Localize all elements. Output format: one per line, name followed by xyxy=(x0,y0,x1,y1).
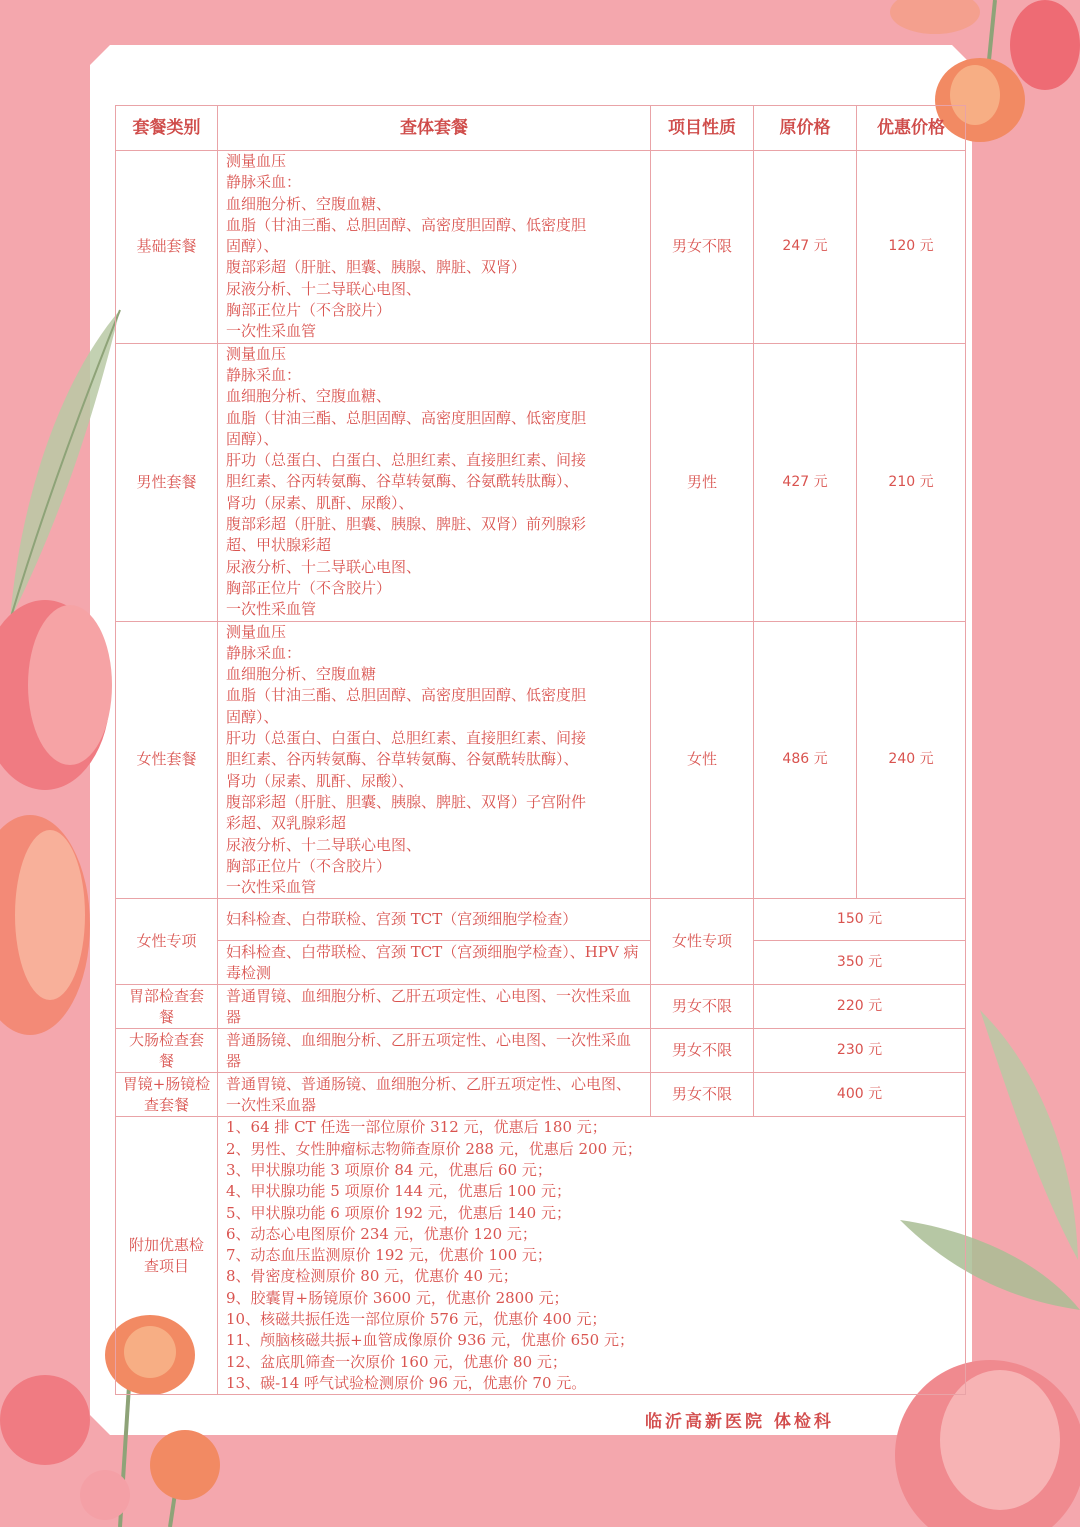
item-line: 血脂（甘油三酯、总胆固醇、高密度胆固醇、低密度胆 xyxy=(226,215,587,234)
table-row-female-special-2 xyxy=(116,941,966,985)
nature-cell: 女性专项 xyxy=(651,899,754,985)
item-line: 一次性采血管 xyxy=(226,322,317,341)
item-line: 腹部彩超（肝脏、胆囊、胰腺、脾脏、双肾）子宫附件 xyxy=(226,792,587,811)
items-cell: 普通胃镜、血细胞分析、乙肝五项定性、心电图、一次性采血器 xyxy=(218,985,651,1029)
items-cell xyxy=(218,151,651,344)
discount-price-cell: 210 元 xyxy=(857,343,966,621)
items-cell: 普通肠镜、血细胞分析、乙肝五项定性、心电图、一次性采血器 xyxy=(218,1029,651,1073)
price-cell: 230 元 xyxy=(754,1029,966,1073)
header-nature: 项目性质 xyxy=(651,106,754,151)
item-line: 一次性采血管 xyxy=(226,878,317,897)
header-original-price: 原价格 xyxy=(754,106,857,151)
category-cell: 基础套餐 xyxy=(116,151,218,344)
item-line: 胸部正位片（不含胶片） xyxy=(226,578,392,597)
extra-item: 3、甲状腺功能 3 项原价 84 元，优惠后 60 元； xyxy=(226,1160,552,1179)
extra-item: 11、颅脑核磁共振+血管成像原价 936 元，优惠价 650 元； xyxy=(226,1331,634,1350)
table-row-gastro-colonoscopy xyxy=(116,1073,966,1117)
item-line: 血脂（甘油三酯、总胆固醇、高密度胆固醇、低密度胆 xyxy=(226,686,587,705)
item-line: 静脉采血： xyxy=(226,643,302,662)
hospital-signature: 临沂高新医院 体检科 xyxy=(645,1412,834,1432)
extra-item: 5、甲状腺功能 6 项原价 192 元，优惠后 140 元； xyxy=(226,1203,571,1222)
nature-cell: 男女不限 xyxy=(651,985,754,1029)
item-line: 血细胞分析、空腹血糖 xyxy=(226,665,377,684)
category-cell: 胃镜+肠镜检查套餐 xyxy=(116,1073,218,1117)
header-package: 查体套餐 xyxy=(218,106,651,151)
item-line: 肾功（尿素、肌酐、尿酸）、 xyxy=(226,493,414,512)
item-line: 血细胞分析、空腹血糖、 xyxy=(226,194,392,213)
items-cell xyxy=(218,621,651,899)
item-line: 尿液分析、十二导联心电图、 xyxy=(226,279,422,298)
item-line: 血细胞分析、空腹血糖、 xyxy=(226,387,392,406)
extra-item: 13、碳-14 呼气试验检测原价 96 元，优惠价 70 元。 xyxy=(226,1373,587,1392)
category-cell: 男性套餐 xyxy=(116,343,218,621)
category-cell: 大肠检查套餐 xyxy=(116,1029,218,1073)
item-line: 腹部彩超（肝脏、胆囊、胰腺、脾脏、双肾） xyxy=(226,258,527,277)
price-cell: 350 元 xyxy=(754,941,966,985)
header-discount-price: 优惠价格 xyxy=(857,106,966,151)
discount-price-cell: 240 元 xyxy=(857,621,966,899)
table-row-extras xyxy=(116,1117,966,1395)
item-line: 静脉采血： xyxy=(226,365,302,384)
tulip-decoration-left xyxy=(0,595,120,1045)
extra-item: 2、男性、女性肿瘤标志物筛查原价 288 元，优惠后 200 元； xyxy=(226,1139,642,1158)
item-line: 固醇）、 xyxy=(226,429,279,448)
item-line: 尿液分析、十二导联心电图、 xyxy=(226,835,422,854)
item-line: 肝功（总蛋白、白蛋白、总胆红素、直接胆红素、间接 xyxy=(226,451,587,470)
extra-item: 6、动态心电图原价 234 元，优惠价 120 元； xyxy=(226,1224,537,1243)
extra-item: 7、动态血压监测原价 192 元，优惠价 100 元； xyxy=(226,1246,552,1265)
category-cell: 女性专项 xyxy=(116,899,218,985)
item-line: 胸部正位片（不含胶片） xyxy=(226,856,392,875)
item-line: 超、甲状腺彩超 xyxy=(226,536,332,555)
item-line: 腹部彩超（肝脏、胆囊、胰腺、脾脏、双肾）前列腺彩 xyxy=(226,515,587,534)
table-row-gastroscopy xyxy=(116,985,966,1029)
items-cell: 普通胃镜、普通肠镜、血细胞分析、乙肝五项定性、心电图、一次性采血器 xyxy=(218,1073,651,1117)
item-line: 测量血压 xyxy=(226,344,287,363)
price-cell: 220 元 xyxy=(754,985,966,1029)
item-line: 肝功（总蛋白、白蛋白、总胆红素、直接胆红素、间接 xyxy=(226,729,587,748)
discount-price-cell: 120 元 xyxy=(857,151,966,344)
items-cell xyxy=(218,343,651,621)
checkup-package-table xyxy=(115,105,966,1395)
original-price-cell: 486 元 xyxy=(754,621,857,899)
item-line: 静脉采血： xyxy=(226,173,302,192)
price-cell: 150 元 xyxy=(754,899,966,941)
original-price-cell: 427 元 xyxy=(754,343,857,621)
item-line: 血脂（甘油三酯、总胆固醇、高密度胆固醇、低密度胆 xyxy=(226,408,587,427)
item-line: 胸部正位片（不含胶片） xyxy=(226,301,392,320)
item-line: 固醇）、 xyxy=(226,707,279,726)
extra-item: 10、核磁共振任选一部位原价 576 元，优惠价 400 元； xyxy=(226,1310,607,1329)
item-line: 肾功（尿素、肌酐、尿酸）、 xyxy=(226,771,414,790)
item-line: 一次性采血管 xyxy=(226,600,317,619)
nature-cell: 女性 xyxy=(651,621,754,899)
nature-cell: 男女不限 xyxy=(651,1073,754,1117)
extra-item: 4、甲状腺功能 5 项原价 144 元，优惠后 100 元； xyxy=(226,1182,571,1201)
item-line: 彩超、双乳腺彩超 xyxy=(226,814,347,833)
nature-cell: 男女不限 xyxy=(651,1029,754,1073)
header-category: 套餐类别 xyxy=(116,106,218,151)
category-cell: 附加优惠检查项目 xyxy=(116,1117,218,1395)
table-header-row xyxy=(116,106,966,151)
table-row-colonoscopy xyxy=(116,1029,966,1073)
nature-cell: 男性 xyxy=(651,343,754,621)
original-price-cell: 247 元 xyxy=(754,151,857,344)
table-row-basic xyxy=(116,151,966,344)
extra-item: 1、64 排 CT 任选一部位原价 312 元，优惠后 180 元； xyxy=(226,1118,607,1137)
price-cell: 400 元 xyxy=(754,1073,966,1117)
table-row-male xyxy=(116,343,966,621)
item-line: 尿液分析、十二导联心电图、 xyxy=(226,557,422,576)
items-cell: 妇科检查、白带联检、宫颈 TCT（宫颈细胞学检查） xyxy=(218,899,651,941)
extra-item: 9、胶囊胃+肠镜原价 3600 元，优惠价 2800 元； xyxy=(226,1288,569,1307)
category-cell: 胃部检查套餐 xyxy=(116,985,218,1029)
table-row-female-special-1 xyxy=(116,899,966,941)
item-line: 测量血压 xyxy=(226,152,287,170)
extra-item: 8、骨密度检测原价 80 元，优惠价 40 元； xyxy=(226,1267,518,1286)
item-line: 测量血压 xyxy=(226,622,287,641)
item-line: 胆红素、谷丙转氨酶、谷草转氨酶、谷氨酰转肽酶）、 xyxy=(226,750,579,769)
extra-item: 12、盆底肌筛查一次原价 160 元，优惠价 80 元； xyxy=(226,1352,567,1371)
table-row-female xyxy=(116,621,966,899)
category-cell: 女性套餐 xyxy=(116,621,218,899)
leaf-decoration-left xyxy=(0,300,130,630)
item-line: 胆红素、谷丙转氨酶、谷草转氨酶、谷氨酰转肽酶）、 xyxy=(226,472,579,491)
extras-list xyxy=(218,1117,966,1395)
nature-cell: 男女不限 xyxy=(651,151,754,344)
items-cell: 妇科检查、白带联检、宫颈 TCT（宫颈细胞学检查）、HPV 病毒检测 xyxy=(218,941,651,985)
item-line: 固醇）、 xyxy=(226,237,279,256)
